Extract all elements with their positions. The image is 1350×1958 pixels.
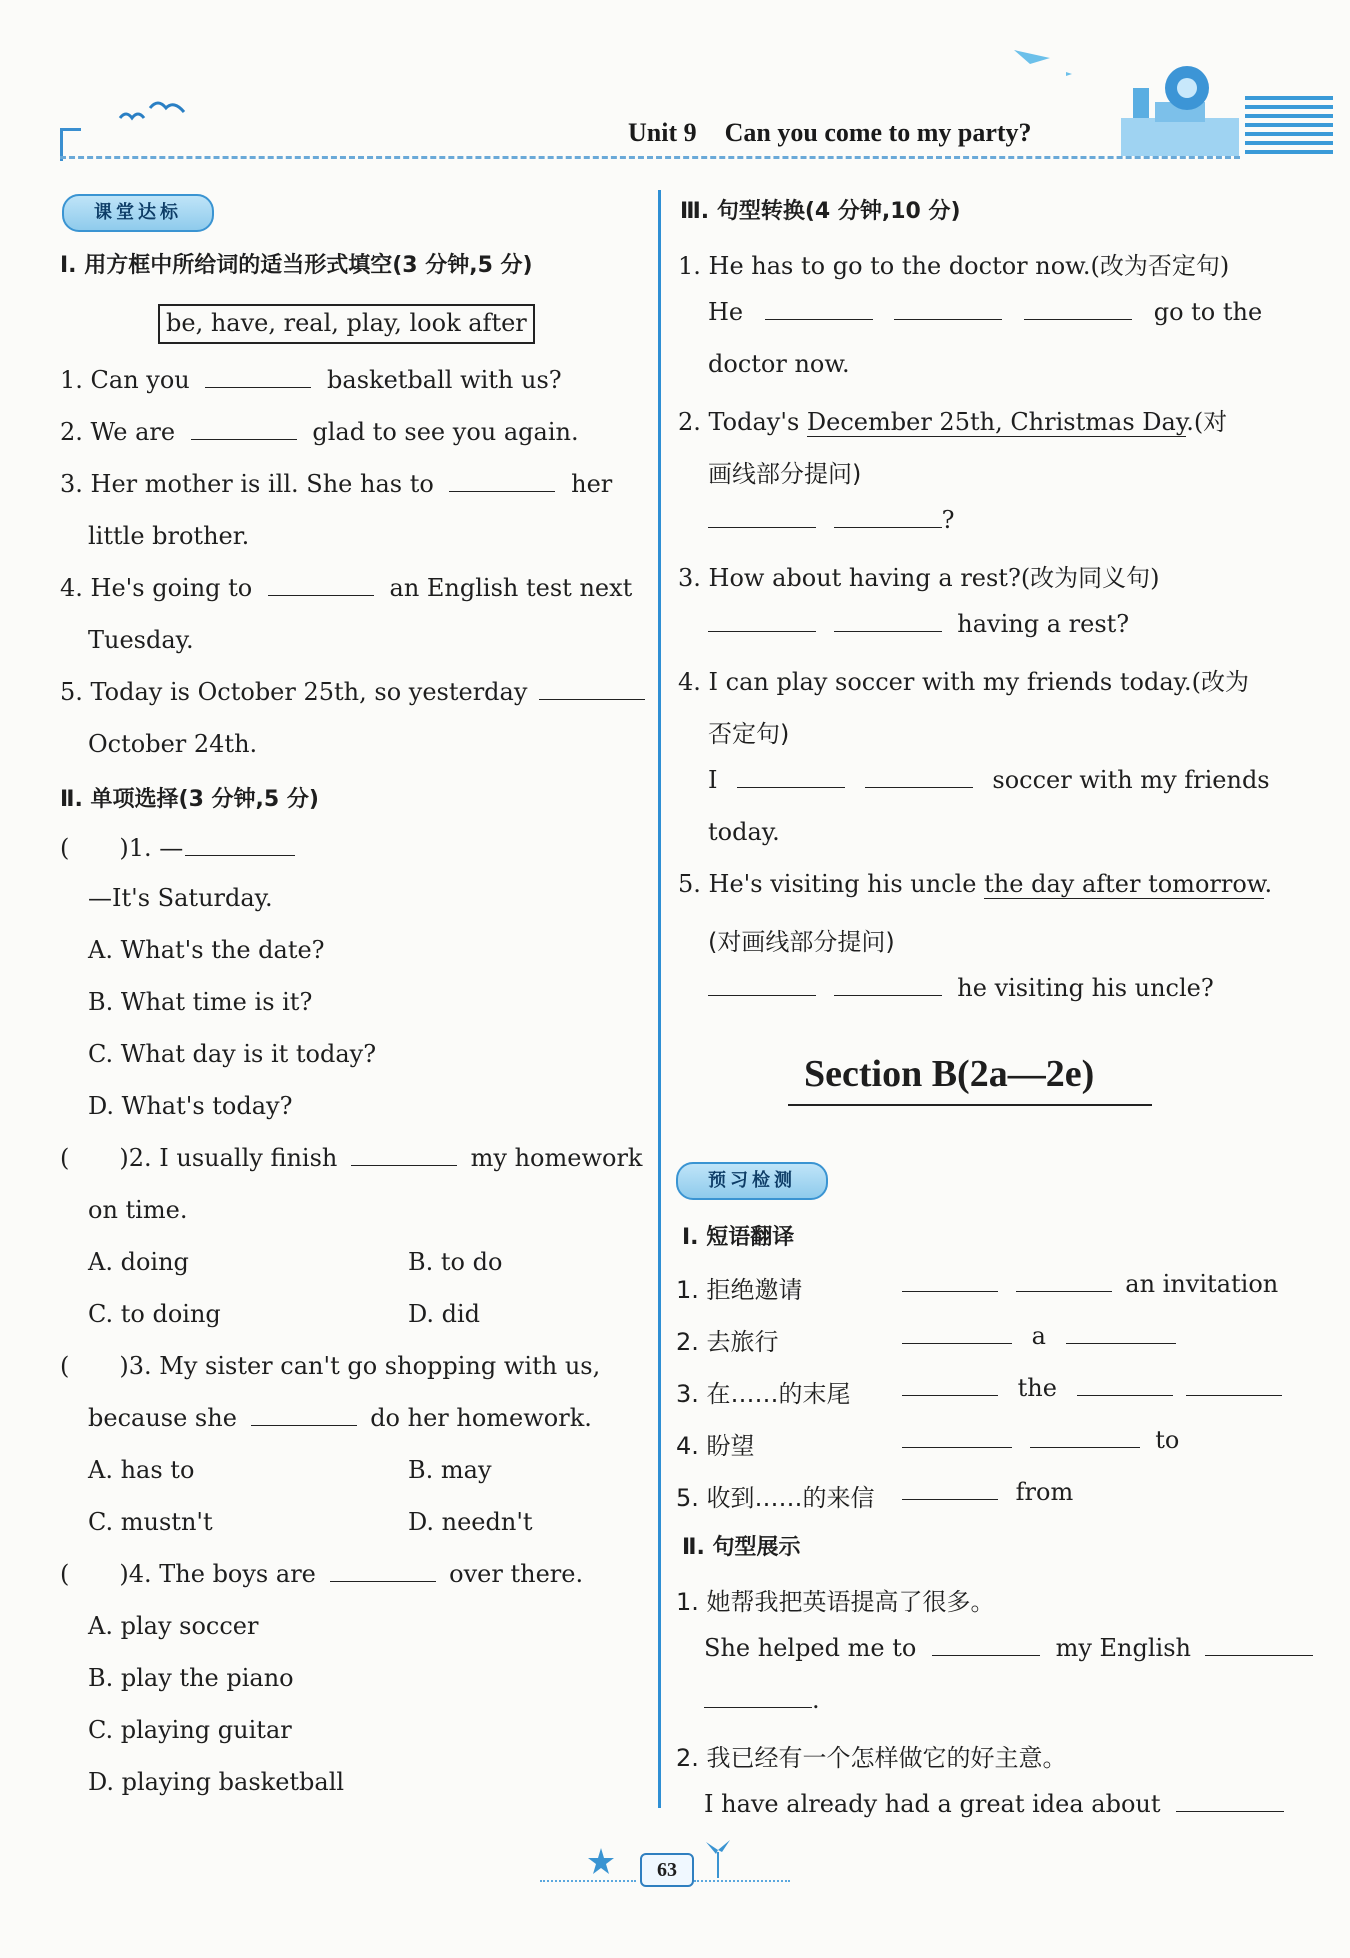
answer-blank[interactable]: [449, 490, 555, 492]
answer-blank[interactable]: [708, 630, 816, 632]
s2-q2: [60, 1144, 642, 1172]
t1-q3-prompt: 3. 在……的末尾: [676, 1380, 851, 1408]
answer-blank[interactable]: [185, 854, 295, 856]
answer-blank[interactable]: [351, 1164, 457, 1166]
t2-q1-prompt: 1. 她帮我把英语提高了很多。: [676, 1588, 995, 1616]
s2-q4-text-a: )4. The boys are: [119, 1560, 316, 1588]
t1-q4-answer: [902, 1426, 1179, 1454]
s2-q3-cont: [88, 1404, 592, 1432]
s1-q5-text-a: 5. Today is October 25th, so yesterday: [60, 678, 528, 706]
unit-label: Unit 9: [628, 118, 697, 147]
birds-icon: [110, 94, 190, 134]
s2-q3-text-c: do her homework.: [370, 1404, 592, 1432]
t1-q5-answer: [902, 1478, 1073, 1506]
t1-q1-text-b: an invitation: [1125, 1270, 1279, 1298]
s2-q4-option-b[interactable]: B. play the piano: [88, 1664, 294, 1692]
s2-q4-option-c[interactable]: C. playing guitar: [88, 1716, 292, 1744]
s2-q3-text-b: because she: [88, 1404, 237, 1432]
paren-open: (: [60, 834, 70, 862]
globe-scene-icon: [1115, 58, 1245, 158]
s1-q5: [60, 678, 649, 706]
answer-blank[interactable]: [834, 526, 942, 528]
s2-q3: [60, 1352, 600, 1380]
s2-q1-option-c[interactable]: C. What day is it today?: [88, 1040, 377, 1068]
answer-blank[interactable]: [902, 1446, 1012, 1448]
answer-blank[interactable]: [932, 1654, 1040, 1656]
s1-q3: [60, 470, 644, 498]
answer-blank[interactable]: [1176, 1810, 1284, 1812]
answer-blank[interactable]: [268, 594, 374, 596]
preview-check-badge: 预习检测: [676, 1162, 828, 1200]
s1-q1: [60, 366, 562, 394]
answer-blank[interactable]: [539, 698, 645, 700]
s3-q2-text-b: .(对: [1186, 408, 1228, 436]
answer-blank[interactable]: [1030, 1446, 1140, 1448]
answer-blank[interactable]: [704, 1706, 812, 1708]
s2-q3-option-d[interactable]: D. needn't: [408, 1508, 533, 1536]
paren-open: (: [60, 1144, 70, 1172]
s3-q5-cont: (对画线部分提问): [708, 928, 895, 956]
s3-q1-text-c: go to the: [1153, 298, 1263, 326]
answer-blank[interactable]: [330, 1580, 436, 1582]
s3-q3-text-b: having a rest?: [957, 610, 1130, 638]
s1-q1-text-a: 1. Can you: [60, 366, 190, 394]
s1-q4-text-b: an English test next: [389, 574, 633, 602]
s3-q4-end: today.: [708, 818, 780, 846]
answer-blank[interactable]: [1186, 1394, 1282, 1396]
s3-q1: 1. He has to go to the doctor now.(改为否定句): [678, 252, 1230, 280]
answer-blank[interactable]: [251, 1424, 357, 1426]
s3-q4-text-c: I: [708, 766, 718, 794]
s3-q3-answer-line: [708, 610, 1129, 638]
s1-q3-cont: little brother.: [88, 522, 250, 550]
s2-q1-text-a: )1. —: [119, 834, 184, 862]
t2-q1-text-b: She helped me to: [704, 1634, 917, 1662]
section-3-title: Ⅲ. 句型转换(4 分钟,10 分): [680, 199, 961, 224]
footer-dots-right: [694, 1880, 790, 1882]
s3-q1-text-b: He: [708, 298, 744, 326]
s2-q4-option-d[interactable]: D. playing basketball: [88, 1768, 345, 1796]
s3-q1-answer-line: [708, 298, 1262, 326]
s2-q1-option-a[interactable]: A. What's the date?: [88, 936, 325, 964]
answer-blank[interactable]: [1205, 1654, 1313, 1656]
s1-q3-text-b: her: [571, 470, 613, 498]
page-number: 63: [640, 1853, 694, 1887]
question-mark: ?: [941, 506, 955, 534]
s3-q4: 4. I can play soccer with my friends today.(改为: [678, 668, 1249, 696]
s2-q3-option-b[interactable]: B. may: [408, 1456, 492, 1484]
s2-q2-cont: on time.: [88, 1196, 188, 1224]
t1-q1-prompt: 1. 拒绝邀请: [676, 1276, 803, 1304]
s3-q4-text-d: soccer with my friends: [992, 766, 1270, 794]
t2-q1-cont: [704, 1686, 820, 1714]
t1-q2-prompt: 2. 去旅行: [676, 1328, 779, 1356]
answer-blank[interactable]: [708, 994, 816, 996]
s3-q5: [678, 870, 1272, 898]
s2-q3-text-a: )3. My sister can't go shopping with us,: [119, 1352, 601, 1380]
s2-q2-option-b[interactable]: B. to do: [408, 1248, 503, 1276]
class-practice-badge: 课堂达标: [62, 194, 214, 232]
t1-q3-answer: [902, 1374, 1282, 1402]
answer-blank[interactable]: [902, 1290, 998, 1292]
header-dashed-rule: [60, 156, 1240, 159]
unit-title: Can you come to my party?: [724, 118, 1032, 147]
s2-q2-option-a[interactable]: A. doing: [88, 1248, 189, 1276]
s1-q2-text-a: 2. We are: [60, 418, 176, 446]
s1-q1-text-b: basketball with us?: [327, 366, 562, 394]
s1-q4-cont: Tuesday.: [88, 626, 194, 654]
t2-q1-text-c: my English: [1055, 1634, 1192, 1662]
t2-q2-prompt: 2. 我已经有一个怎样做它的好主意。: [676, 1744, 1067, 1772]
s3-q5-text-a: 5. He's visiting his uncle: [678, 870, 977, 898]
s1-q4-text-a: 4. He's going to: [60, 574, 253, 602]
answer-blank[interactable]: [737, 786, 845, 788]
answer-blank[interactable]: [1016, 1290, 1112, 1292]
s2-q3-option-a[interactable]: A. has to: [88, 1456, 195, 1484]
answer-blank[interactable]: [865, 786, 973, 788]
star-icon: [586, 1846, 616, 1876]
s2-q1-option-b[interactable]: B. What time is it?: [88, 988, 313, 1016]
t2-title: Ⅱ. 句型展示: [682, 1535, 801, 1560]
s2-q4-text-b: over there.: [449, 1560, 584, 1588]
answer-blank[interactable]: [1024, 318, 1132, 320]
answer-blank[interactable]: [765, 318, 873, 320]
t1-q4-text-b: to: [1155, 1426, 1180, 1454]
s2-q4: [60, 1560, 583, 1588]
s3-q2-cont: 画线部分提问): [708, 460, 862, 488]
header-title: [628, 118, 1032, 148]
section-title-rule: [788, 1104, 1152, 1106]
s3-q4-cont: 否定句): [708, 720, 790, 748]
underlined-phrase: December 25th, Christmas Day: [806, 408, 1187, 436]
paren-open: (: [60, 1560, 70, 1588]
t1-q5-text-b: from: [1015, 1478, 1074, 1506]
s2-q4-option-a[interactable]: A. play soccer: [88, 1612, 259, 1640]
section-1-title: Ⅰ. 用方框中所给词的适当形式填空(3 分钟,5 分): [60, 253, 533, 278]
s2-q3-option-c[interactable]: C. mustn't: [88, 1508, 213, 1536]
header-stripes: [1245, 96, 1333, 160]
s1-q4: [60, 574, 632, 602]
answer-blank[interactable]: [191, 438, 297, 440]
answer-blank[interactable]: [708, 526, 816, 528]
answer-blank[interactable]: [902, 1394, 998, 1396]
s3-q5-answer-line: [708, 974, 1214, 1002]
s3-q2-text-a: 2. Today's: [678, 408, 800, 436]
answer-blank[interactable]: [834, 994, 942, 996]
s2-q1-option-d[interactable]: D. What's today?: [88, 1092, 293, 1120]
answer-blank[interactable]: [205, 386, 311, 388]
period: .: [812, 1686, 820, 1714]
t1-title: Ⅰ. 短语翻译: [682, 1225, 795, 1250]
s3-q5-text-b: .: [1264, 870, 1273, 898]
footer-dots-left: [540, 1880, 636, 1882]
underlined-phrase: the day after tomorrow: [984, 870, 1265, 898]
answer-blank[interactable]: [902, 1498, 998, 1500]
s1-q2: [60, 418, 579, 446]
s1-q5-cont: October 24th.: [88, 730, 258, 758]
s2-q1: [60, 834, 295, 862]
paper-plane-icon: [1010, 42, 1080, 82]
s3-q2-answer-line: [708, 506, 955, 534]
answer-blank[interactable]: [1066, 1342, 1176, 1344]
t1-q2-answer: [902, 1322, 1176, 1350]
paren-open: (: [60, 1352, 70, 1380]
s3-q1-cont: doctor now.: [708, 350, 850, 378]
s1-q2-text-b: glad to see you again.: [312, 418, 579, 446]
t1-q5-prompt: 5. 收到……的来信: [676, 1484, 875, 1512]
t1-q3-text-b: the: [1017, 1374, 1057, 1402]
t1-q2-text-b: a: [1031, 1322, 1046, 1350]
answer-blank[interactable]: [1077, 1394, 1173, 1396]
s2-q2-option-c[interactable]: C. to doing: [88, 1300, 221, 1328]
pinwheel-icon: [700, 1834, 736, 1880]
t2-q2-answer: [704, 1790, 1284, 1818]
section-b-title: Section B(2a—2e): [804, 1053, 1095, 1095]
s2-q1-response: —It's Saturday.: [88, 884, 273, 912]
answer-blank[interactable]: [894, 318, 1002, 320]
s2-q2-option-d[interactable]: D. did: [408, 1300, 481, 1328]
t2-q2-text-b: I have already had a great idea about: [704, 1790, 1161, 1818]
section-2-title: Ⅱ. 单项选择(3 分钟,5 分): [60, 787, 319, 812]
answer-blank[interactable]: [834, 630, 942, 632]
t1-q4-prompt: 4. 盼望: [676, 1432, 755, 1460]
s2-q2-text-b: my homework: [470, 1144, 643, 1172]
answer-blank[interactable]: [902, 1342, 1012, 1344]
t2-q1-answer: [704, 1634, 1313, 1662]
s2-q2-text-a: )2. I usually finish: [119, 1144, 338, 1172]
s3-q2: [678, 402, 1227, 437]
s3-q3: 3. How about having a rest?(改为同义句): [678, 564, 1160, 592]
s3-q4-answer-line: [708, 766, 1270, 794]
s1-q3-text-a: 3. Her mother is ill. She has to: [60, 470, 434, 498]
word-box: be, have, real, play, look after: [158, 304, 535, 344]
t1-q1-answer: [902, 1270, 1278, 1298]
column-divider: [658, 190, 661, 1808]
s3-q5-text-d: he visiting his uncle?: [957, 974, 1214, 1002]
